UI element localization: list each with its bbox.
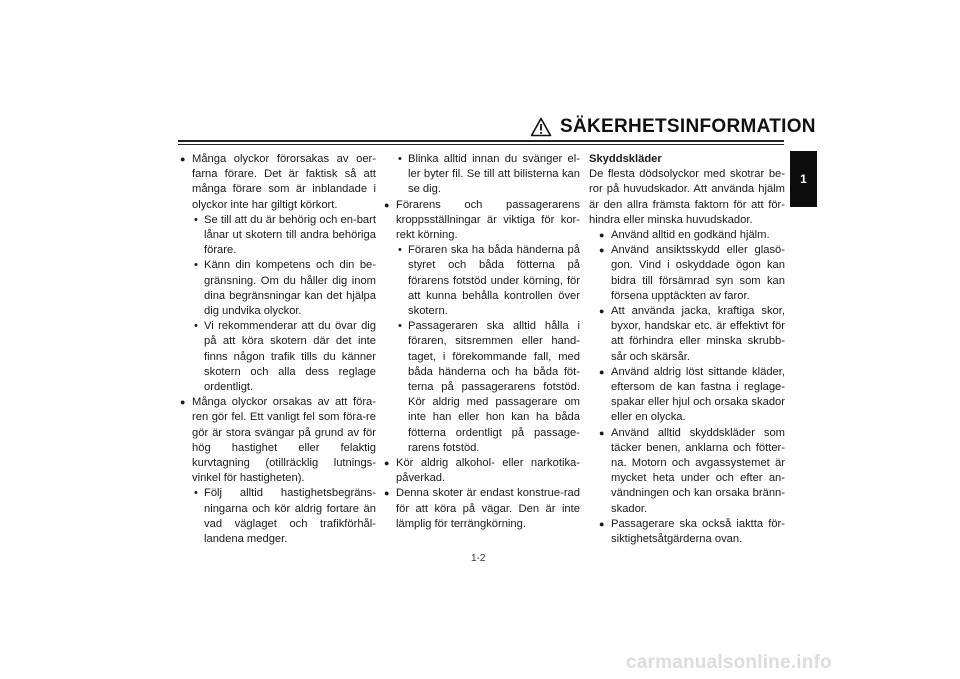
bullet-item: ● Använd alltid en godkänd hjälm.	[599, 228, 785, 243]
bullet-item: ● Kör aldrig alkohol- eller narkotika-påverkad.	[384, 456, 580, 486]
section-title: SÄKERHETSINFORMATION	[560, 116, 816, 137]
header-rule	[178, 140, 784, 142]
bullet-item: ● Använd alltid skyddskläder som täcker benen, anklarna och fötter-na. Motorn och avgassystemet är mycket heta under och efter an-vändningen och kan orsaka bränn-skador.	[599, 426, 785, 517]
bullet-item: ● Många olyckor orsakas av att föra-ren gör fel. Ett vanligt fel som föra-re gör är stora svängar på grund av för hög hastighet eller felaktig kurvtagning (otillräcklig lutnings-vinkel för hastigheten).	[180, 395, 376, 486]
intro-paragraph: De flesta dödsolyckor med skotrar be-ror på huvudskador. Att använda hjälm är den allra främsta faktorn för att för-hindra eller minska huvudskador.	[589, 168, 785, 226]
chapter-tab	[790, 151, 817, 207]
header-rule-thin	[178, 144, 784, 145]
text-column-1	[180, 152, 376, 547]
watermark: carmanualsonline.info	[626, 652, 832, 673]
bullet-item: ● Passagerare ska också iaktta för-siktighetsåtgärderna ovan.	[599, 517, 785, 547]
text-column-3	[589, 152, 785, 547]
sub-bullet-item: • Känn din kompetens och din be-gränsning. Om du håller dig inom dina begränsningar kan det hjälpa dig undvika olyckor.	[180, 258, 376, 319]
chapter-tab-number: 1	[800, 172, 807, 186]
sub-bullet-item: • Föraren ska ha båda händerna på styret och båda fötterna på förarens fotstöd under körning, för att kunna behålla kontrollen över skotern.	[384, 243, 580, 319]
bullet-item: ● Denna skoter är endast konstrue-rad för att köra på vägar. Den är inte lämplig för terrängkörning.	[384, 486, 580, 532]
text-column-2	[384, 152, 580, 532]
bullet-item: ● Att använda jacka, kraftiga skor, byxor, handskar etc. är effektivt för att förhindra eller minska skrubb-sår och skärsår.	[599, 304, 785, 365]
bullet-item: ● Använd ansiktsskydd eller glasö-gon. Vind i oskyddade ögon kan bidra till försämrad syn som kan försena upptäckten av faror.	[599, 243, 785, 304]
sub-bullet-item: • Blinka alltid innan du svänger el-ler byter fil. Se till att bilisterna kan se dig.	[384, 152, 580, 198]
warning-triangle-icon	[530, 117, 552, 137]
sub-bullet-item: • Passageraren ska alltid hålla i föraren, sitsremmen eller hand-taget, i förekommande fall, med båda händerna och ha båda föt-terna på passagerarens fotstöd. Kör aldrig med passagerare om inte han eller hon kan ha båda fötterna ordentligt på passage-rarens fotstöd.	[384, 319, 580, 456]
page-number: 1-2	[471, 553, 486, 564]
bullet-item: ● Förarens och passagerarens kroppsställningar är viktiga för kor-rekt körning.	[384, 198, 580, 244]
bullet-item: ● Många olyckor förorsakas av oer-farna förare. Det är faktisk så att många förare som är inblandade i olyckor inte har giltigt körkort.	[180, 152, 376, 213]
sub-bullet-item: • Vi rekommenderar att du övar dig på att köra skotern där det inte finns någon trafik tills du känner skotern och alla dess reglage ordentligt.	[180, 319, 376, 395]
sub-bullet-item: • Se till att du är behörig och en-bart lånar ut skotern till andra behöriga förare.	[180, 213, 376, 259]
sub-bullet-item: • Följ alltid hastighetsbegräns-ningarna och kör aldrig fortare än vad väglaget och trafikförhål-landena medger.	[180, 486, 376, 547]
section-header	[530, 116, 816, 138]
bullet-item: ● Använd aldrig löst sittande kläder, eftersom de kan fastna i reglage-spakar eller hjul och orsaka skador eller en olycka.	[599, 365, 785, 426]
subsection-heading: Skyddskläder	[589, 153, 662, 165]
